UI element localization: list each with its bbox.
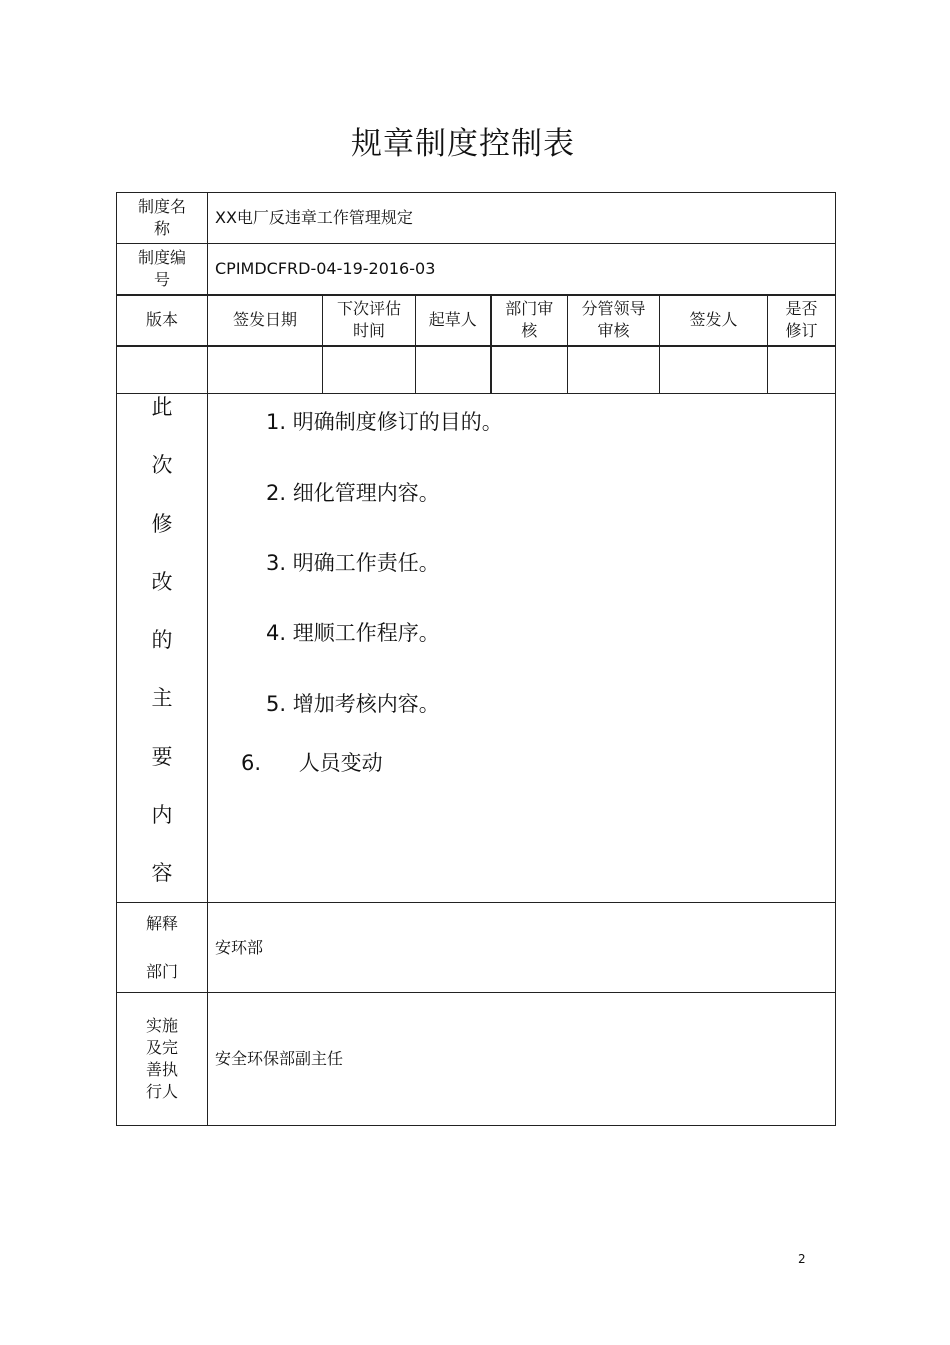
content-label-char-5: 的 — [151, 628, 173, 652]
header-issuer — [660, 295, 768, 346]
interpret-label-line1: 解释 — [145, 913, 178, 933]
exec-label-line3: 善执 — [145, 1060, 178, 1079]
empty-cell-next-review — [323, 346, 416, 394]
name-label-line2: 称 — [153, 219, 170, 238]
code-label-line2: 号 — [153, 269, 170, 289]
code-row — [117, 244, 836, 295]
exec-label-line1: 实施 — [145, 1016, 178, 1035]
content-label-char-6: 主 — [151, 686, 173, 711]
empty-cell-leader-review — [568, 346, 660, 394]
code-label-line1: 制度编 — [137, 247, 186, 267]
list-item-text: 理顺工作程序。 — [292, 621, 440, 645]
header-row — [117, 295, 836, 346]
content-label-char-9: 容 — [151, 861, 173, 885]
exec-label-cell — [117, 993, 208, 1126]
list-item — [266, 622, 440, 644]
list-item — [266, 411, 503, 433]
content-label-char-8: 内 — [151, 802, 173, 827]
header-version — [117, 295, 208, 346]
interpret-value: 安环部 — [208, 903, 836, 993]
header-leader-review-line1: 分管领导 — [581, 299, 646, 318]
list-item-text: 细化管理内容。 — [292, 481, 440, 505]
content-label-char-2: 次 — [151, 453, 173, 478]
empty-cell-dept-review — [491, 346, 568, 394]
list-item-number: 3. — [266, 551, 287, 575]
code-label-cell — [117, 244, 208, 295]
list-item — [266, 693, 440, 715]
list-item-number: 6. — [241, 751, 262, 775]
empty-data-row — [117, 346, 836, 394]
list-item-number: 2. — [266, 481, 287, 505]
exec-label-line2: 及完 — [145, 1038, 178, 1057]
page-number: 2 — [798, 1252, 806, 1266]
content-label-char-7: 要 — [151, 744, 173, 769]
list-item-number: 1. — [266, 410, 287, 434]
name-label-line1: 制度名 — [137, 197, 186, 216]
content-label-char-3: 修 — [151, 511, 173, 536]
header-dept-review-line1: 部门审 — [505, 299, 554, 318]
list-item-text: 明确制度修订的目的。 — [292, 410, 503, 434]
header-next-review-line2: 时间 — [352, 321, 385, 340]
content-items — [208, 394, 835, 902]
header-version-text: 版本 — [145, 310, 178, 329]
list-item-text: 人员变动 — [298, 751, 383, 775]
exec-value: 安全环保部副主任 — [208, 993, 836, 1126]
content-label-char-1: 此 — [151, 395, 173, 419]
list-item — [266, 482, 440, 504]
interpret-label-line2: 部门 — [145, 961, 178, 981]
header-next-review-line1: 下次评估 — [336, 299, 401, 318]
name-row — [117, 193, 836, 244]
empty-cell-issue-date — [208, 346, 323, 394]
header-leader-review — [568, 295, 660, 346]
header-revised — [768, 295, 836, 346]
header-leader-review-line2: 审核 — [597, 321, 630, 340]
exec-row — [117, 993, 836, 1126]
interpret-row — [117, 903, 836, 993]
name-value: XX电厂反违章工作管理规定 — [208, 193, 836, 244]
header-issue-date-text: 签发日期 — [232, 310, 297, 329]
header-revised-line1: 是否 — [785, 299, 818, 318]
exec-label-line4: 行人 — [145, 1082, 178, 1101]
content-items-cell — [208, 394, 836, 903]
code-value: CPIMDCFRD-04-19-2016-03 — [208, 244, 836, 295]
interpret-label-cell — [117, 903, 208, 993]
header-drafter-text: 起草人 — [428, 310, 477, 329]
empty-cell-issuer — [660, 346, 768, 394]
page-title: 规章制度控制表 — [351, 126, 575, 162]
content-label-cell — [117, 394, 208, 903]
header-issuer-text: 签发人 — [689, 310, 738, 329]
content-row — [117, 394, 836, 903]
header-issue-date — [208, 295, 323, 346]
content-label — [117, 394, 207, 884]
empty-cell-version — [117, 346, 208, 394]
content-label-char-4: 改 — [151, 569, 173, 594]
list-item — [241, 752, 383, 774]
list-item — [266, 552, 440, 574]
header-dept-review — [491, 295, 568, 346]
empty-cell-revised — [768, 346, 836, 394]
header-dept-review-line2: 核 — [521, 321, 538, 340]
list-item-number: 5. — [266, 692, 287, 716]
empty-cell-drafter — [416, 346, 491, 394]
list-item-text: 增加考核内容。 — [292, 692, 440, 716]
interpret-label-gap — [117, 935, 207, 961]
name-label-cell — [117, 193, 208, 244]
header-next-review — [323, 295, 416, 346]
header-revised-line2: 修订 — [785, 321, 818, 340]
control-table — [116, 192, 836, 1126]
list-item-text: 明确工作责任。 — [292, 551, 440, 575]
list-item-number: 4. — [266, 621, 287, 645]
header-drafter — [416, 295, 491, 346]
